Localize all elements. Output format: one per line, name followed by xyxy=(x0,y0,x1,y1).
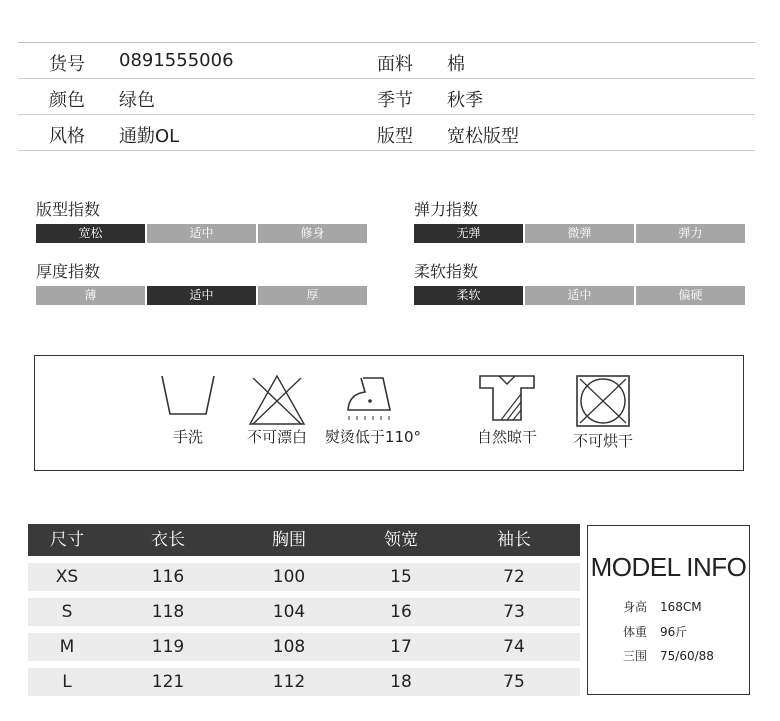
info-label: 季节 xyxy=(377,90,413,111)
info-value: 棉 xyxy=(447,54,465,75)
info-row xyxy=(18,79,755,115)
table-cell: 104 xyxy=(272,602,306,622)
scale-option: 偏硬 xyxy=(636,286,745,305)
care-item xyxy=(313,374,433,447)
scale-option: 厚 xyxy=(258,286,367,305)
info-label: 版型 xyxy=(377,126,413,147)
elastic-index-scale xyxy=(414,200,745,243)
scale-bar xyxy=(36,224,367,243)
scale-option: 微弹 xyxy=(525,224,634,243)
no-tumble-dry-icon xyxy=(575,374,631,428)
care-label: 自然晾干 xyxy=(476,428,537,446)
no-bleach-icon xyxy=(247,374,307,426)
model-label: 三围 xyxy=(623,649,648,663)
model-value: 168CM xyxy=(660,600,702,614)
scale-option: 适中 xyxy=(525,286,634,305)
info-value: 绿色 xyxy=(119,90,155,111)
scale-title: 弹力指数 xyxy=(414,200,479,219)
info-value: 秋季 xyxy=(447,90,483,111)
care-label: 不可漂白 xyxy=(246,428,307,446)
info-label: 面料 xyxy=(377,54,413,75)
model-weight xyxy=(623,623,687,640)
table-cell: 116 xyxy=(151,567,185,587)
table-cell: 16 xyxy=(390,602,412,622)
product-info-table xyxy=(18,42,755,151)
care-label: 不可烘干 xyxy=(572,432,633,450)
column-header: 领宽 xyxy=(384,530,418,550)
line-dry-shade-icon xyxy=(477,374,537,422)
info-row xyxy=(18,43,755,79)
scale-option: 薄 xyxy=(36,286,145,305)
table-cell: L xyxy=(62,672,72,692)
info-value: 0891555006 xyxy=(119,50,234,71)
care-item xyxy=(543,374,663,451)
info-label: 颜色 xyxy=(49,90,85,111)
model-value: 75/60/88 xyxy=(660,649,714,663)
scale-title: 厚度指数 xyxy=(36,262,101,281)
table-row xyxy=(28,598,580,626)
table-cell: M xyxy=(59,637,75,657)
table-row xyxy=(28,668,580,696)
table-cell: 121 xyxy=(151,672,185,692)
scale-title: 柔软指数 xyxy=(414,262,479,281)
table-cell: XS xyxy=(55,567,79,587)
column-header: 袖长 xyxy=(497,530,531,550)
model-height xyxy=(623,598,702,615)
info-value: 通勤OL xyxy=(119,126,180,147)
model-value: 96斤 xyxy=(660,625,688,639)
table-row xyxy=(28,633,580,661)
table-cell: 72 xyxy=(503,567,525,587)
table-cell: 119 xyxy=(151,637,185,657)
fit-index-scale xyxy=(36,200,367,243)
table-cell: 73 xyxy=(503,602,525,622)
info-value: 宽松版型 xyxy=(447,126,519,147)
scale-option: 弹力 xyxy=(636,224,745,243)
iron-low-icon xyxy=(343,374,403,424)
table-row xyxy=(28,563,580,591)
table-cell: 17 xyxy=(390,637,412,657)
table-cell: 18 xyxy=(390,672,412,692)
model-info-title: MODEL INFO xyxy=(590,552,747,582)
size-table-header xyxy=(28,524,580,556)
table-cell: 75 xyxy=(503,672,525,692)
scale-option: 适中 xyxy=(147,286,256,305)
table-cell: 108 xyxy=(272,637,306,657)
table-cell: 112 xyxy=(272,672,306,692)
hand-wash-icon xyxy=(158,374,218,418)
size-table xyxy=(28,524,580,696)
info-label: 风格 xyxy=(49,126,85,147)
table-cell: 15 xyxy=(390,567,412,587)
scale-option: 无弹 xyxy=(414,224,523,243)
model-info-box xyxy=(587,525,750,695)
scale-bar xyxy=(414,224,745,243)
scale-option: 宽松 xyxy=(36,224,145,243)
table-cell: S xyxy=(61,602,73,622)
column-header: 衣长 xyxy=(151,530,185,550)
care-label: 手洗 xyxy=(172,428,203,446)
scale-bar xyxy=(36,286,367,305)
thickness-index-scale xyxy=(36,262,367,305)
table-cell: 74 xyxy=(503,637,525,657)
model-label: 身高 xyxy=(623,600,648,614)
info-label: 货号 xyxy=(49,54,85,75)
scale-bar xyxy=(414,286,745,305)
softness-index-scale xyxy=(414,262,745,305)
model-label: 体重 xyxy=(623,625,648,639)
scale-option: 柔软 xyxy=(414,286,523,305)
scale-title: 版型指数 xyxy=(36,200,101,219)
info-row xyxy=(18,115,755,151)
model-measurements xyxy=(623,647,714,664)
scale-option: 修身 xyxy=(258,224,367,243)
table-cell: 100 xyxy=(272,567,306,587)
care-label: 熨烫低于110° xyxy=(324,428,422,446)
column-header: 胸围 xyxy=(272,530,306,550)
table-cell: 118 xyxy=(151,602,185,622)
care-instructions-box xyxy=(34,355,744,471)
scale-option: 适中 xyxy=(147,224,256,243)
column-header: 尺寸 xyxy=(50,530,84,550)
